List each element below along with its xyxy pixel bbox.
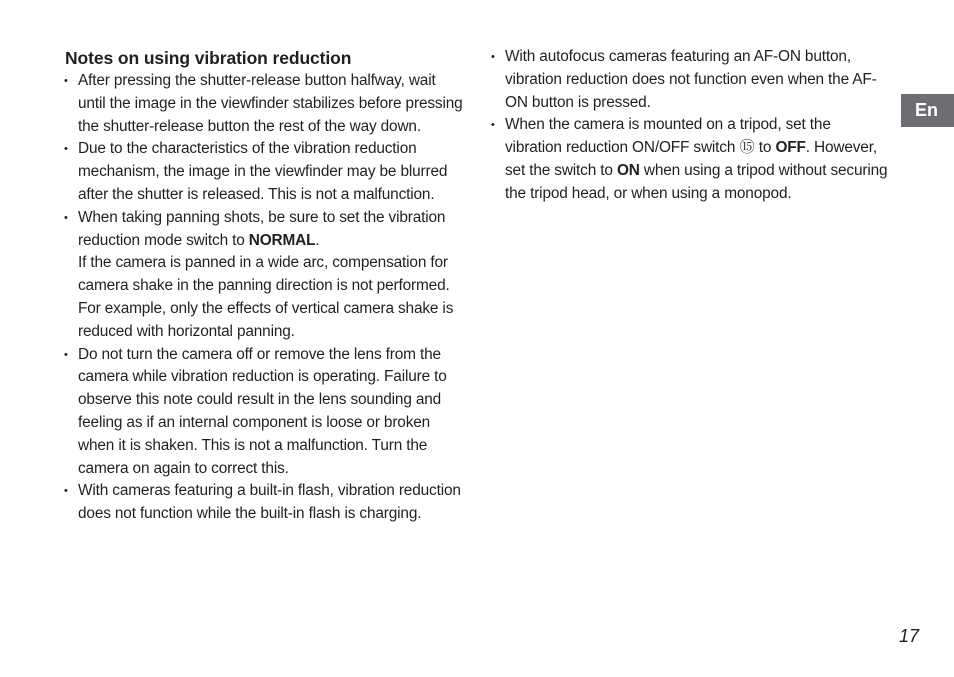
left-column [64, 46, 464, 526]
notes-list-right [491, 46, 891, 206]
switch-setting-normal: NORMAL [248, 231, 316, 249]
list-item-text: With cameras featuring a built-in flash, vibration reduction does not function while the built-in flash is charging. [78, 482, 461, 523]
page-number: 17 [899, 626, 920, 646]
list-item [491, 46, 891, 114]
list-item-text: . [315, 231, 320, 249]
list-item-text: When the camera is mounted on a tripod, set the vibration reduction ON/OFF switch [505, 116, 831, 157]
list-item-text: . However, set the switch to [505, 139, 877, 179]
list-item-text: Do not turn the camera off or remove the lens from the camera while vibration reduction is operating. Failure to observe this note could result in the lens sounding and feeling as if an internal component is loose or broken when it is shaken. This is not a malfunction. Turn the camera on again to correct this. [78, 345, 447, 477]
list-item [64, 480, 464, 526]
switch-setting-off: OFF [775, 139, 806, 157]
section-heading: Notes on using vibration reduction [65, 48, 352, 68]
switch-setting-on: ON [616, 161, 640, 179]
list-item-text: Due to the characteristics of the vibration reduction mechanism, the image in the viewfinder may be blurred after the shutter is released. This is not a malfunction. [78, 140, 448, 203]
list-item-text: With autofocus cameras featuring an AF-ON button, vibration reduction does not function even when the AF-ON button is pressed. [505, 48, 877, 111]
language-tab: En [901, 94, 954, 127]
list-item-text: when using a tripod without securing the tripod head, or when using a monopod. [505, 161, 888, 202]
right-column [491, 46, 891, 206]
list-item [491, 114, 891, 205]
list-item-text: If the camera is panned in a wide arc, compensation for camera shake in the panning direction is not performed. For example, only the effects of vertical camera shake is reduced with horizontal panning. [78, 254, 454, 340]
list-item [64, 70, 464, 138]
list-item-text: When taking panning shots, be sure to set the vibration reduction mode switch to [78, 208, 446, 249]
callout-number: ⑮ [739, 139, 755, 157]
list-item [64, 138, 464, 206]
list-item-text: to [754, 139, 776, 157]
list-item-text: After pressing the shutter-release button halfway, wait until the image in the viewfinder stabilizes before pressing the shutter-release button the rest of the way down. [78, 72, 463, 135]
notes-list-left [64, 70, 464, 526]
list-item [64, 207, 464, 344]
list-item [64, 344, 464, 481]
